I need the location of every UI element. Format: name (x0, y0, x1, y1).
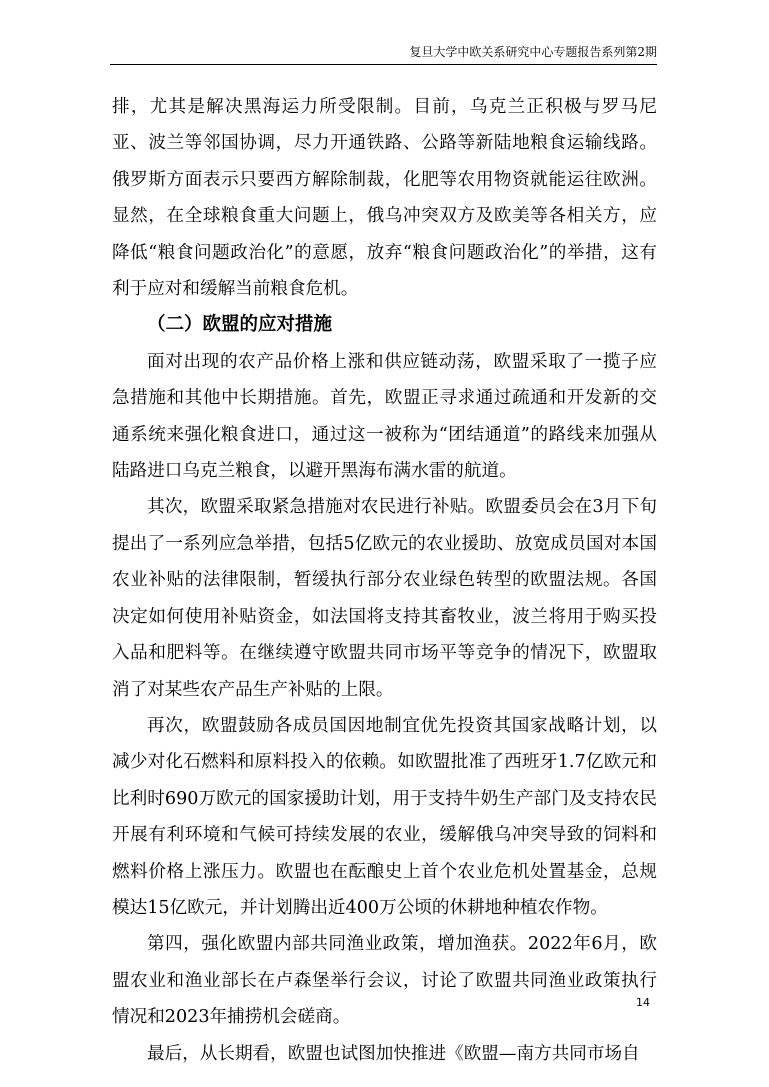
paragraph-3: 再次，欧盟鼓励各成员国因地制宜优先投资其国家战略计划，以减少对化石燃料和原料投入的依赖。如欧盟批准了西班牙1.7亿欧元和比利时690万欧元的国家援助计划，用于支持牛奶生产部门及支持农民开展有利环境和气候可持续发展的农业，缓解俄乌冲突导致的饲料和燃料价格上涨压力。欧盟也在酝酿史上首个农业危机处置基金，总规模达15亿欧元，并计划腾出近400万公顷的休耕地种植农作物。 (112, 715, 657, 918)
page-body (112, 89, 657, 1072)
header-title: 复旦大学中欧关系研究中心专题报告系列第2期 (409, 45, 657, 59)
paragraph-1: 面对出现的农产品价格上涨和供应链动荡，欧盟采取了一揽子应急措施和其他中长期措施。首先，欧盟正寻求通过疏通和开发新的交通系统来强化粮食进口，通过这一被称为“团结通道”的路线来加强从陆路进口乌克兰粮食，以避开黑海布满水雷的航道。 (112, 351, 657, 482)
paragraph-continued: 排，尤其是解决黑海运力所受限制。目前，乌克兰正积极与罗马尼亚、波兰等邻国协调，尽力开通铁路、公路等新陆地粮食运输线路。俄罗斯方面表示只要西方解除制裁，化肥等农用物资就能运往欧洲。显然，在全球粮食重大问题上，俄乌冲突双方及欧美等各相关方，应降低“粮食问题政治化”的意愿，放弃“粮食问题政治化”的举措，这有利于应对和缓解当前粮食危机。 (112, 97, 657, 300)
paragraph-2: 其次，欧盟采取紧急措施对农民进行补贴。欧盟委员会在3月下旬提出了一系列应急举措，包括5亿欧元的农业援助、放宽成员国对本国农业补贴的法律限制，暂缓执行部分农业绿色转型的欧盟法规。各国决定如何使用补贴资金，如法国将支持其畜牧业，波兰将用于购买投入品和肥料等。在继续遵守欧盟共同市场平等竞争的情况下，欧盟取消了对某些农产品生产补贴的上限。 (112, 497, 657, 700)
paragraph-4: 第四，强化欧盟内部共同渔业政策，增加渔获。2022年6月，欧盟农业和渔业部长在卢森堡举行会议，讨论了欧盟共同渔业政策执行情况和2023年捕捞机会磋商。 (112, 934, 657, 1028)
page-number: 14 (636, 996, 650, 1009)
running-header (110, 40, 657, 65)
section-heading: （二）欧盟的应对措施 (147, 314, 333, 336)
paragraph-5: 最后，从长期看，欧盟也试图加快推进《欧盟—南方共同市场自 (147, 1043, 640, 1064)
